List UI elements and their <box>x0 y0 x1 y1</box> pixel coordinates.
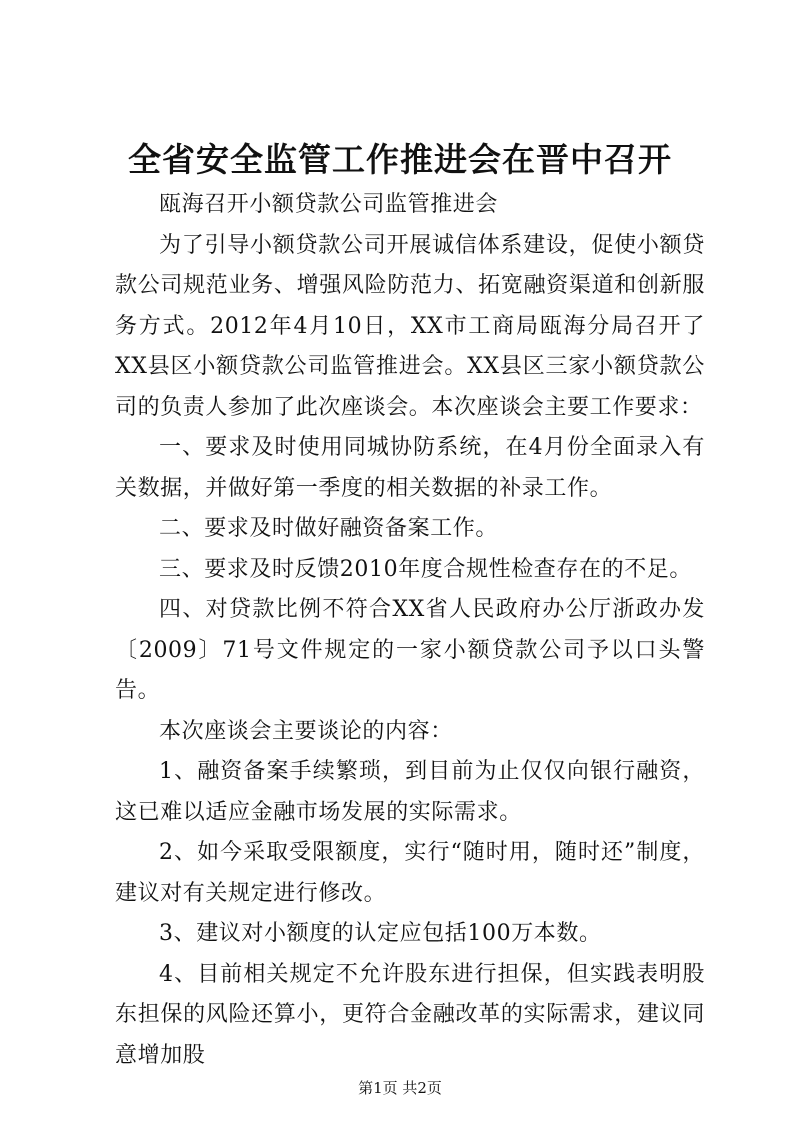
paragraph-discussion-4: 4、目前相关规定不允许股东进行担保，但实践表明股东担保的风险还算小，更符合金融改革的实际需求，建议同意增加股 <box>115 961 705 1068</box>
paragraph-subtitle: 瓯海召开小额贷款公司监管推进会 <box>159 192 499 217</box>
paragraph-requirement-3: 三、要求及时反馈2010年度合规性检查存在的不足。 <box>159 556 692 582</box>
paragraph-requirement-1: 一、要求及时使用同城协防系统，在4月份全面录入有关数据，并做好第一季度的相关数据的补录工作。 <box>115 435 705 501</box>
paragraph-intro: 为了引导小额贷款公司开展诚信体系建设，促使小额贷款公司规范业务、增强风险防范力、拓宽融资渠道和创新服务方式。2012年4月10日，XX市工商局瓯海分局召开了XX县区小额贷款公司监管推进会。XX县区三家小额贷款公司的负责人参加了此次座谈会。本次座谈会主要工作要求： <box>115 232 705 420</box>
paragraph-requirement-4: 四、对贷款比例不符合XX省人民政府办公厅浙政办发〔2009〕71号文件规定的一家小额贷款公司予以口头警告。 <box>115 597 705 703</box>
paragraph-requirement-2: 二、要求及时做好融资备案工作。 <box>159 516 499 541</box>
document-title: 全省安全监管工作推进会在晋中召开 <box>128 140 672 179</box>
document-body <box>115 185 705 1076</box>
page-number: 第1页 共2页 <box>358 1079 442 1097</box>
paragraph-discussion-1: 1、融资备案手续繁琐，到目前为止仅仅向银行融资，这已难以适应金融市场发展的实际需求。 <box>115 759 705 825</box>
paragraph-discussion-heading: 本次座谈会主要谈论的内容： <box>159 718 453 744</box>
paragraph-discussion-3: 3、建议对小额度的认定应包括100万本数。 <box>159 921 602 946</box>
paragraph-discussion-2: 2、如今采取受限额度，实行“随时用，随时还”制度，建议对有关规定进行修改。 <box>115 840 705 906</box>
